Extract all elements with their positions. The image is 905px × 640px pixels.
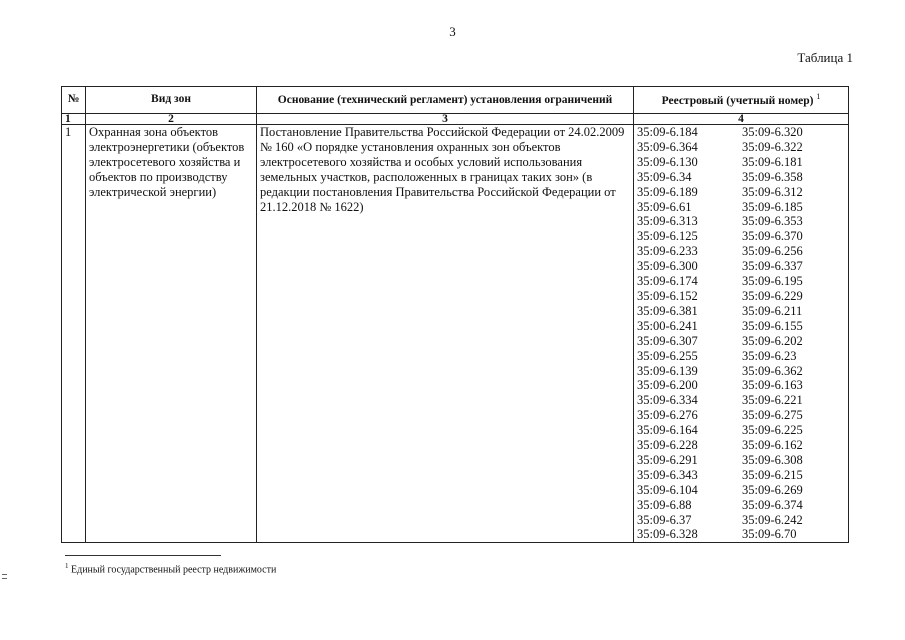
register-number: 35:09-6.228 — [637, 438, 698, 453]
register-number: 35:09-6.353 — [742, 214, 803, 229]
register-number: 35:09-6.381 — [637, 303, 698, 318]
register-number: 35:09-6.374 — [742, 497, 803, 512]
margin-mark — [2, 578, 7, 579]
row-basis: Постановление Правительства Российской Федерации от 24.02.2009 № 160 «О порядке установления охранных зон объектов электросетевого хозяйства и особых условий использования земельных участков, расположенных в границах таких зон» (в редакции постановления Правительства Российской Федерации от 21.12.2018 № 1622) — [257, 125, 634, 543]
register-number: 35:09-6.307 — [637, 333, 698, 348]
register-number: 35:09-6.200 — [637, 378, 698, 393]
register-number: 35:09-6.242 — [742, 512, 803, 527]
register-number: 35:09-6.320 — [742, 125, 803, 139]
column-index: 2 — [86, 114, 257, 125]
register-number: 35:09-6.291 — [637, 452, 698, 467]
footnote-text: Единый государственный реестр недвижимости — [71, 564, 277, 576]
register-number: 35:09-6.275 — [742, 408, 803, 423]
footnote-divider — [65, 555, 221, 556]
register-number: 35:09-6.152 — [637, 288, 698, 303]
register-number: 35:09-6.211 — [742, 303, 803, 318]
register-number: 35:09-6.225 — [742, 423, 803, 438]
register-number: 35:09-6.61 — [637, 199, 692, 214]
register-number: 35:09-6.269 — [742, 482, 803, 497]
header-register-number-label: Реестровый (учетный номер) — [661, 94, 814, 107]
register-number: 35:09-6.313 — [637, 214, 698, 229]
register-number: 35:09-6.181 — [742, 154, 803, 169]
register-number-list — [637, 125, 845, 542]
register-number: 35:09-6.334 — [637, 393, 698, 408]
register-number: 35:09-6.130 — [637, 154, 698, 169]
register-number: 35:09-6.155 — [742, 318, 803, 333]
header-basis: Основание (технический регламент) установления ограничений — [257, 87, 634, 114]
register-number: 35:09-6.37 — [637, 512, 692, 527]
header-no: № — [62, 87, 86, 114]
table-row — [62, 125, 849, 543]
register-number: 35:09-6.162 — [742, 438, 803, 453]
register-number: 35:09-6.328 — [637, 527, 698, 542]
register-number: 35:09-6.233 — [637, 244, 698, 259]
row-zone-type: Охранная зона объектов электроэнергетики (объектов электросетевого хозяйства и объектов по производству электрической энергии) — [86, 125, 257, 543]
table-caption: Таблица 1 — [797, 50, 853, 65]
register-number: 35:09-6.300 — [637, 259, 698, 274]
column-index: 1 — [62, 114, 86, 125]
register-number: 35:09-6.370 — [742, 229, 803, 244]
footnote-marker: 1 — [65, 562, 69, 570]
margin-mark — [2, 574, 7, 575]
footnote — [65, 562, 276, 575]
register-number: 35:09-6.308 — [742, 452, 803, 467]
register-number: 35:09-6.221 — [742, 393, 803, 408]
column-index: 3 — [257, 114, 634, 125]
header-zone-type: Вид зон — [86, 87, 257, 114]
column-index-row — [62, 114, 849, 125]
register-number: 35:09-6.337 — [742, 259, 803, 274]
register-number: 35:09-6.229 — [742, 288, 803, 303]
page-number: 3 — [449, 24, 456, 39]
row-no: 1 — [62, 125, 86, 543]
register-number: 35:09-6.312 — [742, 184, 803, 199]
column-index: 4 — [634, 114, 849, 125]
row-register-numbers — [634, 125, 849, 543]
register-number: 35:09-6.174 — [637, 274, 698, 289]
register-number: 35:09-6.125 — [637, 229, 698, 244]
register-number: 35:09-6.70 — [742, 527, 797, 542]
register-number: 35:09-6.255 — [637, 348, 698, 363]
register-number: 35:09-6.189 — [637, 184, 698, 199]
register-number: 35:09-6.276 — [637, 408, 698, 423]
register-number: 35:09-6.34 — [637, 169, 692, 184]
register-number: 35:09-6.164 — [637, 423, 698, 438]
register-number: 35:00-6.241 — [637, 318, 698, 333]
register-number: 35:09-6.362 — [742, 363, 803, 378]
register-number: 35:09-6.343 — [637, 467, 698, 482]
register-number: 35:09-6.364 — [637, 139, 698, 154]
register-number: 35:09-6.104 — [637, 482, 698, 497]
register-number: 35:09-6.139 — [637, 363, 698, 378]
register-number: 35:09-6.163 — [742, 378, 803, 393]
register-number: 35:09-6.23 — [742, 348, 797, 363]
footnote-ref: 1 — [816, 91, 821, 101]
register-number: 35:09-6.358 — [742, 169, 803, 184]
header-register-number — [634, 87, 849, 114]
register-number: 35:09-6.215 — [742, 467, 803, 482]
table-header-row — [62, 87, 849, 114]
register-number: 35:09-6.202 — [742, 333, 803, 348]
register-number: 35:09-6.88 — [637, 497, 692, 512]
restriction-zones-table — [61, 86, 849, 543]
register-number: 35:09-6.322 — [742, 139, 803, 154]
register-number: 35:09-6.195 — [742, 274, 803, 289]
register-number: 35:09-6.256 — [742, 244, 803, 259]
register-number: 35:09-6.185 — [742, 199, 803, 214]
register-number: 35:09-6.184 — [637, 125, 698, 139]
